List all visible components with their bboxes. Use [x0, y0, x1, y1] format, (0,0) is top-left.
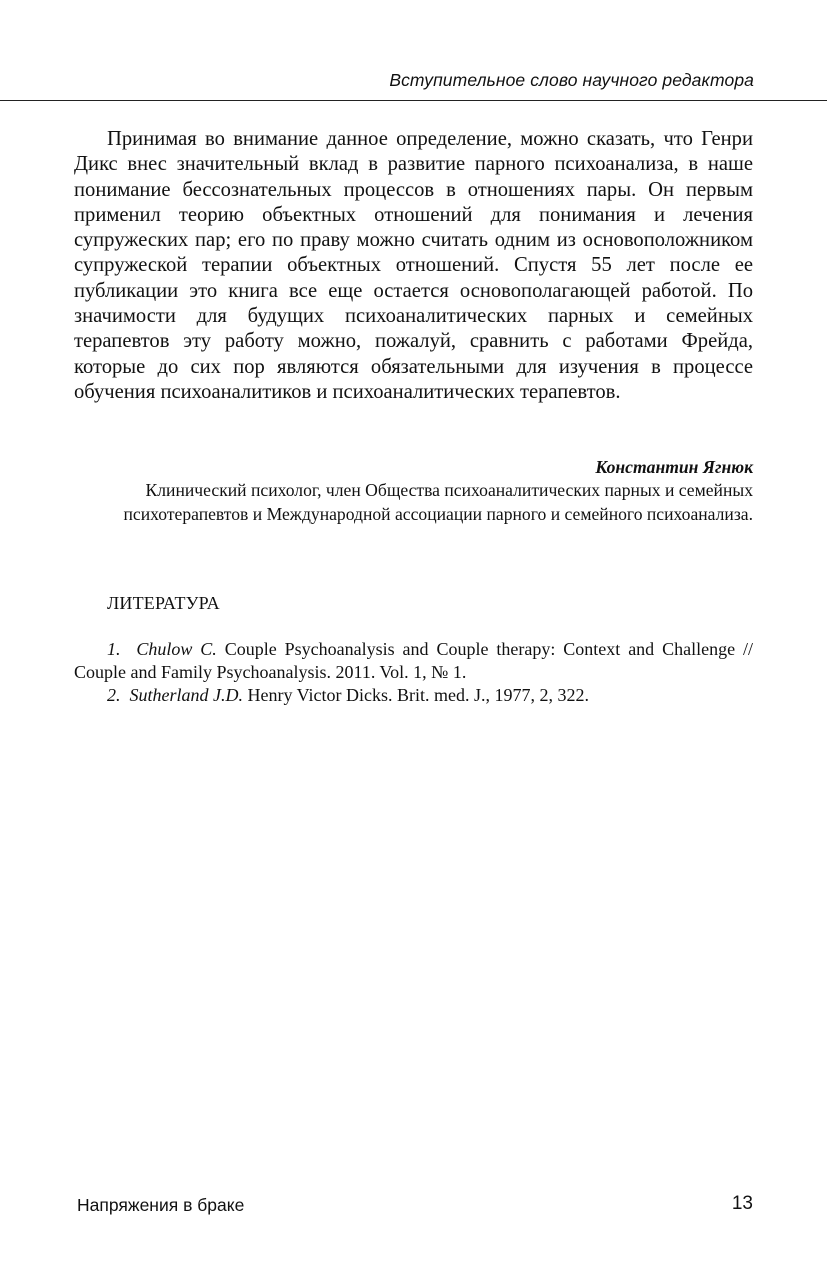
reference-item	[74, 638, 753, 684]
reference-list	[74, 638, 753, 707]
reference-item	[74, 684, 753, 707]
reference-text: Couple Psychoanalysis and Couple therapy: Context and Challenge // Couple and Family Psychoanalysis. 2011. Vol. 1, № 1.	[74, 639, 753, 682]
footer-book-title: Напряжения в браке	[77, 1195, 245, 1215]
reference-number: 2.	[107, 685, 121, 705]
body-paragraph: Принимая во внимание данное определение, можно сказать, что Генри Дикс внес значительный вклад в развитие парного психоанализа, в наше понимание бессознательных процессов в отношениях пары. Он первым применил теорию объектных отношений для понимания и лечения супружеских пар; его по праву можно считать одним из основоположником супружеской терапии объектных отношений. Спустя 55 лет после ее публикации это книга все еще остается основополагающей работой. По значимости для будущих психоаналитических парных и семейных терапевтов эту работу можно, пожалуй, сравнить с работами Фрейда, которые до сих пор являются обязательными для изучения в процессе обучения психоаналитиков и психоаналитических терапевтов.	[74, 128, 753, 403]
literature-heading: ЛИТЕРАТУРА	[107, 593, 220, 613]
reference-author: Sutherland J.D.	[129, 685, 243, 705]
reference-text: Henry Victor Dicks. Brit. med. J., 1977, 2, 322.	[247, 685, 590, 705]
signature-affiliation: Клинический психолог, член Общества психоаналитических парных и семейных психотерапевтов и Международной ассоциации парного и семейного психоанализа.	[123, 480, 753, 524]
page-number: 13	[731, 1193, 753, 1214]
signature-name: Константин Ягнюк	[595, 457, 753, 477]
running-header-title: Вступительное слово научного редактора	[389, 70, 754, 90]
running-header	[0, 70, 827, 101]
signature-block	[74, 455, 753, 526]
reference-number: 1.	[107, 639, 121, 659]
reference-author: Chulow C.	[136, 639, 217, 659]
